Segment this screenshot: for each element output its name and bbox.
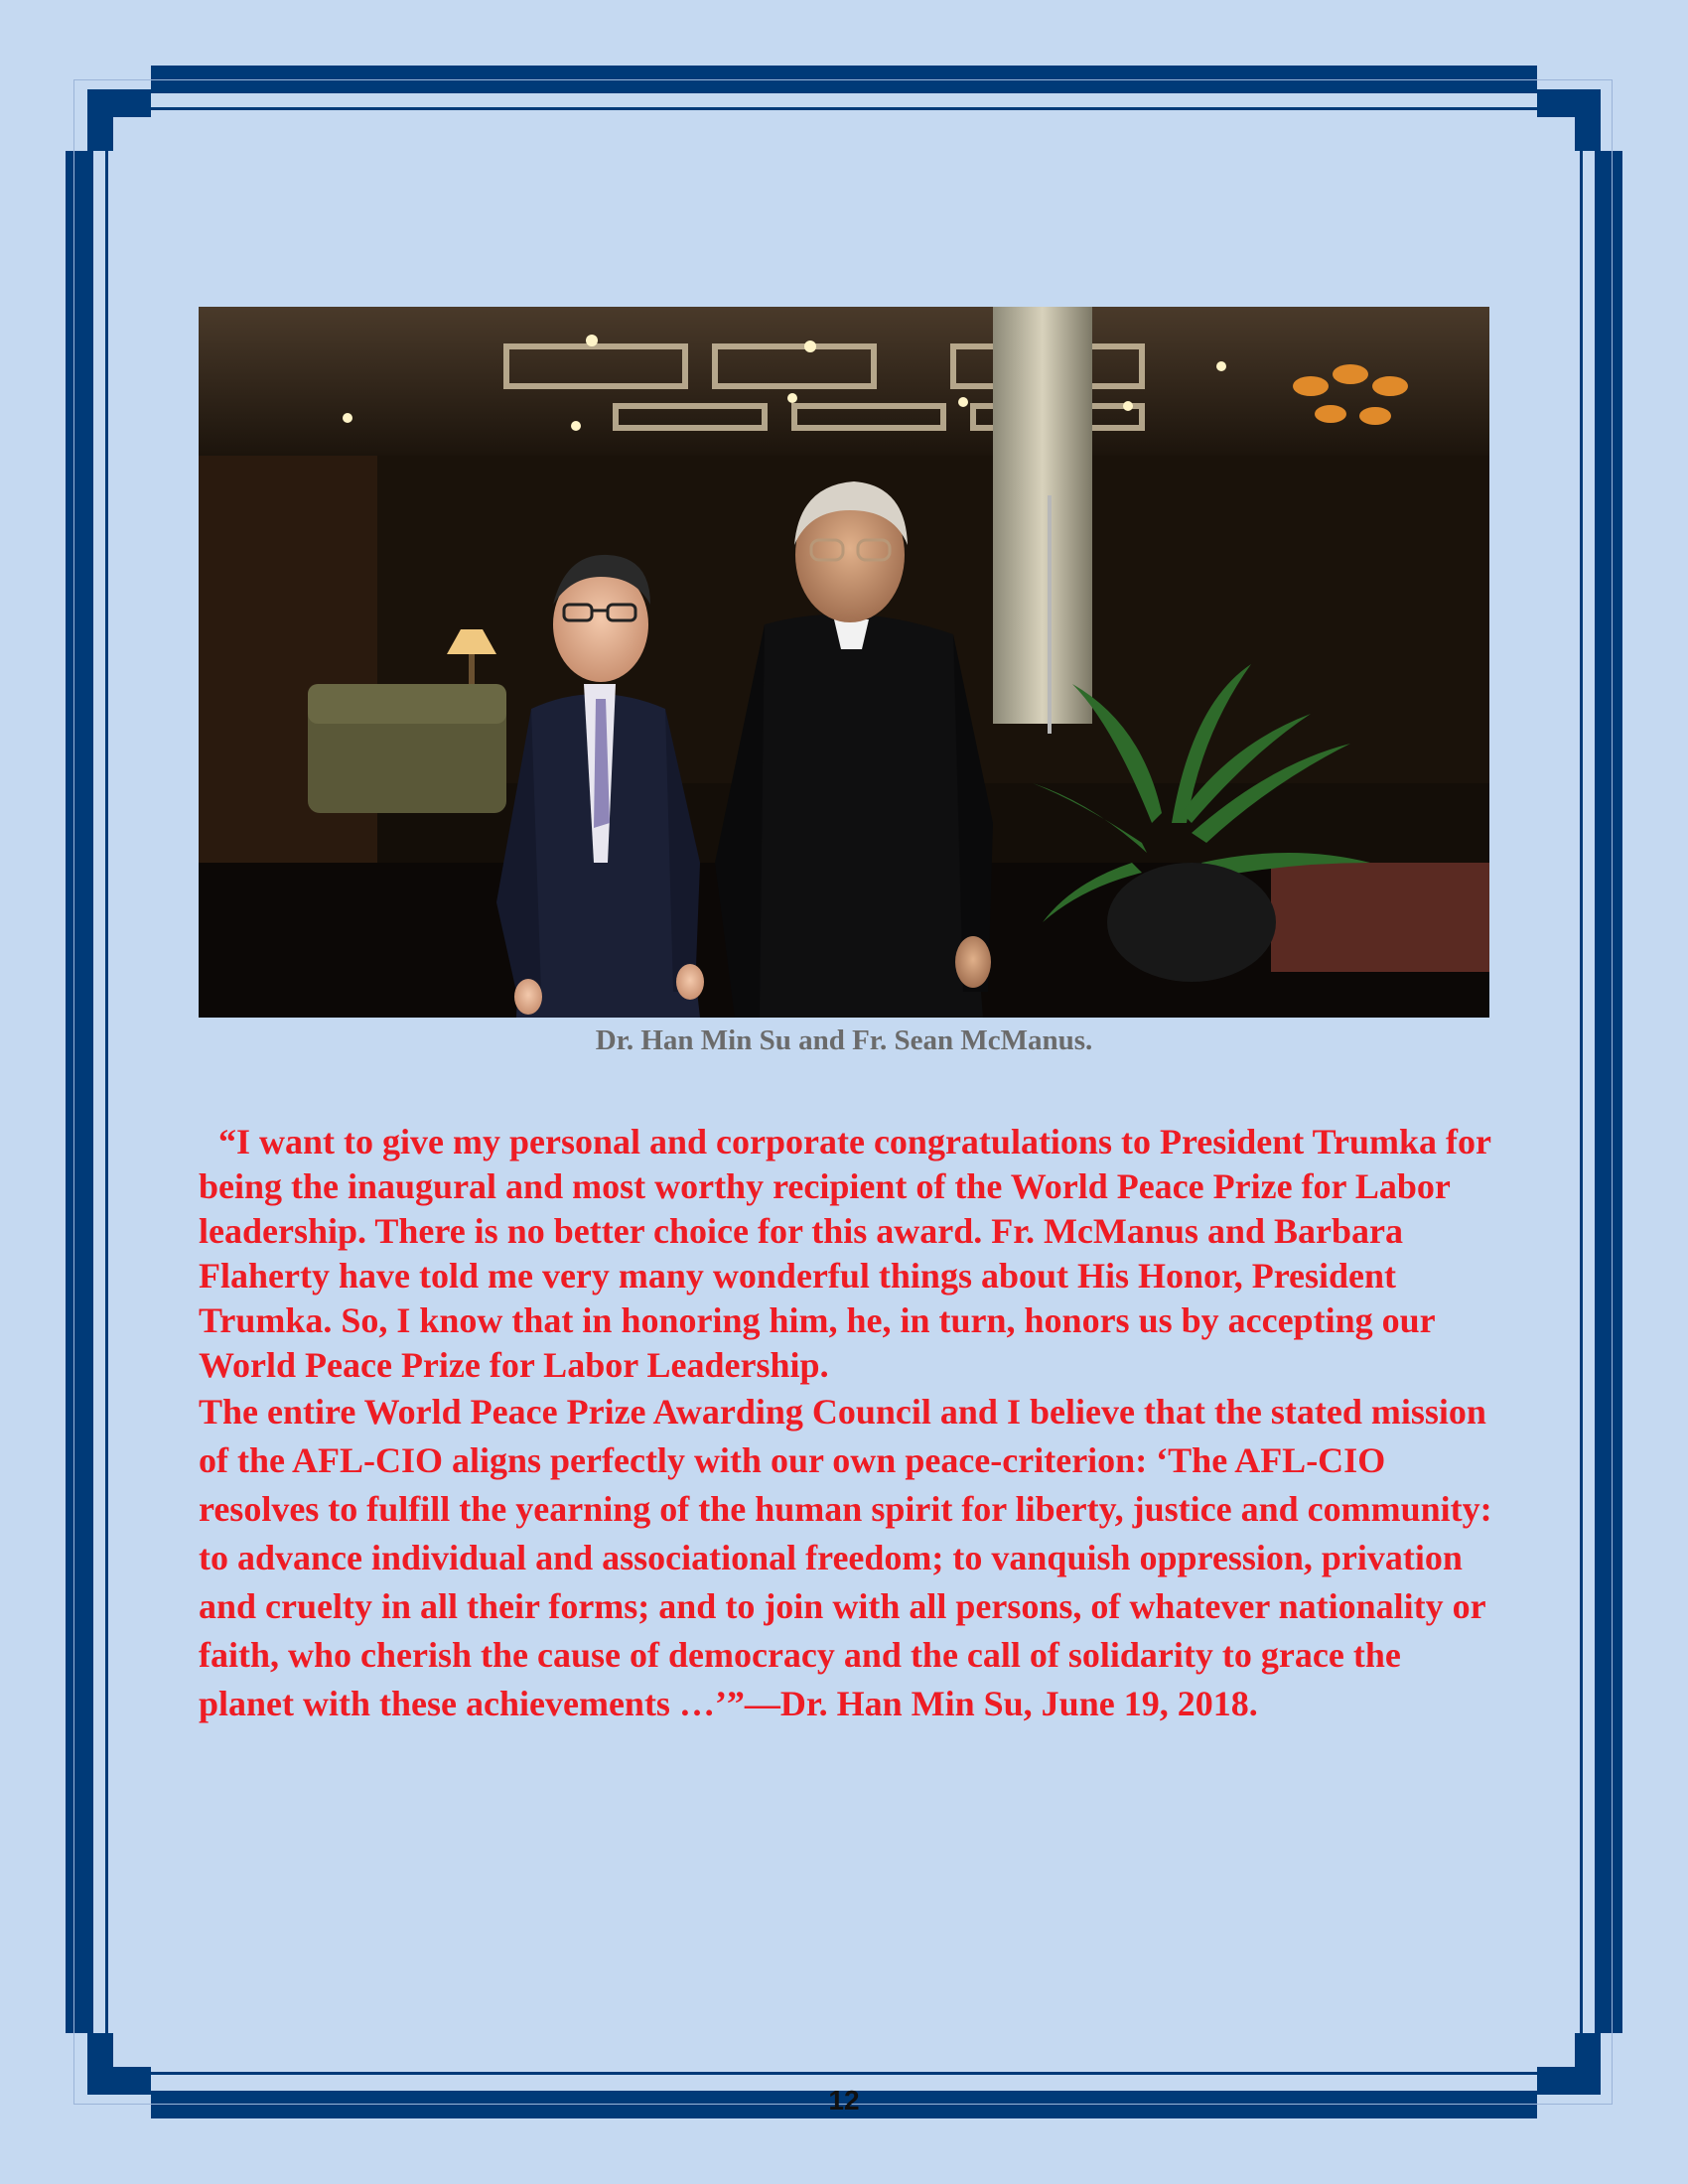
quote-block: [199, 1120, 1499, 1728]
event-photo-illustration: [199, 307, 1489, 1018]
event-photo: [199, 307, 1489, 1018]
photo-caption: Dr. Han Min Su and Fr. Sean McManus.: [595, 1024, 1093, 1056]
quote-paragraph-2: The entire World Peace Prize Awarding Council and I believe that the stated mission of the AFL-CIO aligns perfectly with our own peace-criterion: ‘The AFL-CIO resolves to fulfill the yearning of the human spirit for liberty, justice and community: to advance individual and associational freedom; to vanquish oppression, privation and cruelty in all their forms; and to join with all persons, of whatever nationality or faith, who cherish the cause of democracy and the call of solidarity to grace the planet with these achievements …’”—Dr. Han Min Su, June 19, 2018.: [199, 1392, 1492, 1723]
page-number: 12: [828, 2085, 860, 2116]
quote-paragraph-1: “I want to give my personal and corporate congratulations to President Trumka for being the inaugural and most worthy recipient of the World Peace Prize for Labor leadership. There is no better choice for this award. Fr. McManus and Barbara Flaherty have told me very many wonderful things about His Honor, President Trumka. So, I know that in honoring him, he, in turn, honors us by accepting our World Peace Prize for Labor Leadership.: [199, 1122, 1491, 1385]
